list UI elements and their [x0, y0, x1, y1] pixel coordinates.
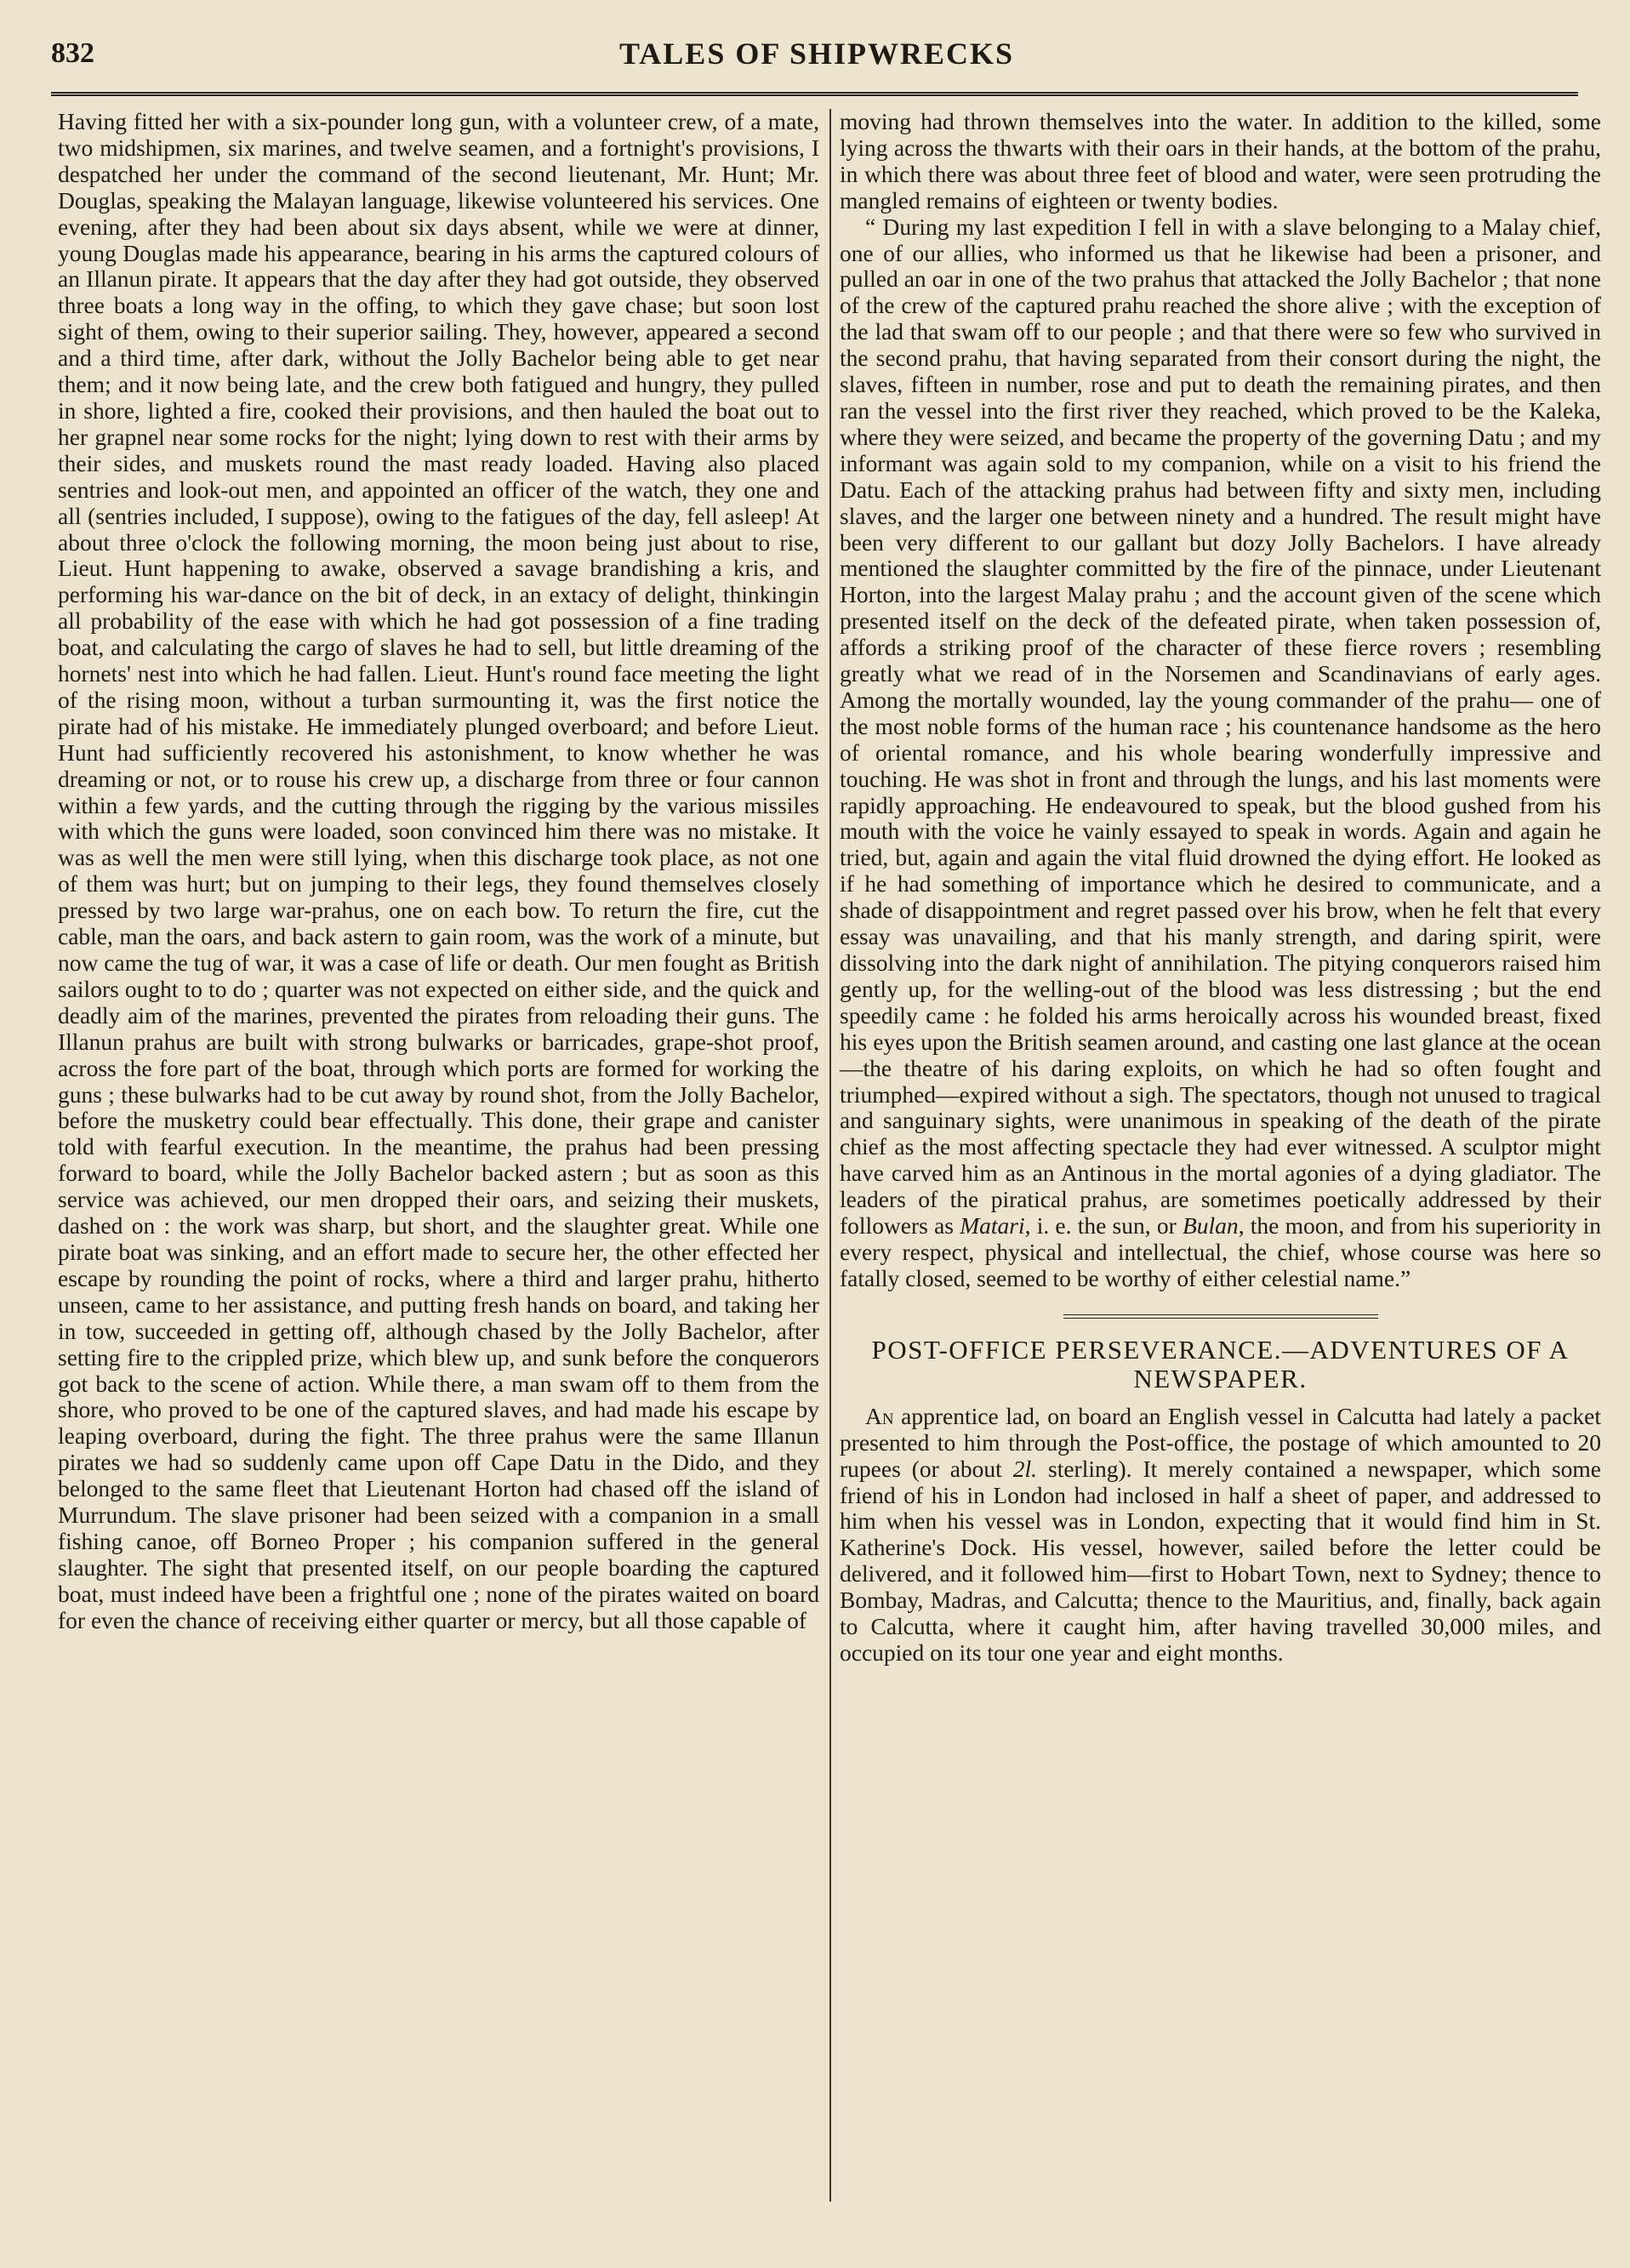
running-title: TALES OF SHIPWRECKS — [618, 37, 1015, 71]
quote-end-text: , the moon, and from his superiority in every respect, physical and intellectual, the chief, whose course was here so fatally closed, seemed to be worthy of either celestial name.” — [840, 1212, 1601, 1291]
bulan-word: Bulan — [1182, 1212, 1239, 1239]
right-paragraph-quote — [840, 214, 1601, 1292]
section-separator — [1063, 1314, 1378, 1319]
section-dropcap-word: An — [865, 1402, 894, 1429]
quote-mid-text: , i. e. the sun, or — [1024, 1212, 1183, 1239]
matari-word: Matari — [960, 1212, 1025, 1239]
section-body: apprentice lad, on board an English vessel in Calcutta had lately a packet presented to him through the Post-office, the postage of which amounted to 20 rupees (or about — [840, 1402, 1601, 1482]
section-paragraph — [840, 1404, 1601, 1667]
running-head — [51, 32, 1582, 83]
currency-value: 2l. — [1012, 1455, 1038, 1482]
left-column — [58, 109, 819, 1634]
header-rule — [51, 92, 1578, 96]
right-paragraph: moving had thrown themselves into the water. In addition to the killed, some lying across the thwarts with their oars in their hands, at the bottom of the prahu, in which there was about three feet of blood and water, were seen protruding the mangled remains of eighteen or twenty bodies. — [840, 108, 1601, 214]
section-title: POST-OFFICE PERSEVERANCE.—ADVENTURES OF A NEWSPAPER. — [871, 1334, 1570, 1393]
column-divider — [829, 109, 831, 2202]
left-paragraph: Having fitted her with a six-pounder long gun, with a volunteer crew, of a mate, two midshipmen, six marines, and twelve seamen, and a fortnight's provisions, I despatched her under the command of the second lieutenant, Mr. Hunt; Mr. Douglas, speaking the Malayan language, likewise volunteered his services. One evening, after they had been about six days absent, while we were at dinner, young Douglas made his appearance, bearing in his arms the captured colours of an Illanun pirate. It appears that the day after they had got outside, they observed three boats a long way in the offing, to which they gave chase; but soon lost sight of them, owing to their superior sailing. They, however, appeared a second and a third time, after dark, without the Jolly Bachelor being able to get near them; and it now being late, and the crew both fatigued and hungry, they pulled in shore, lighted a fire, cooked their provisions, and then hauled the boat out to her grapnel near some rocks for the night; lying down to rest with their arms by their sides, and muskets round the mast ready loaded. Having also placed sentries and look-out men, and appointed an officer of the watch, they one and all (sentries included, I suppose), owing to the fatigues of the day, fell asleep! At about three o'clock the following morning, the moon being just about to rise, Lieut. Hunt happening to awake, observed a savage brandishing a kris, and performing his war-dance on the bit of deck, in an extacy of delight, thinkingin all probability of the ease with which he had got possession of a fine trading boat, and calculating the cargo of slaves he had to sell, but little dreaming of the hornets' nest into which he had fallen. Lieut. Hunt's round face meeting the light of the rising moon, without a turban surmounting it, was the first notice the pirate had of his mistake. He immediately plunged overboard; and before Lieut. Hunt had sufficiently recovered his astonishment, to know whether he was dreaming or not, or to rouse his crew up, a discharge from three or four cannon within a few yards, and the cutting through the rigging by the various missiles with which the guns were loaded, soon convinced him there was no mistake. It was as well the men were still lying, when this discharge took place, as not one of them was hurt; but on jumping to their legs, they found themselves closely pressed by two large war-prahus, one on each bow. To return the fire, cut the cable, man the oars, and back astern to gain room, was the work of a minute, but now came the tug of war, it was a case of life or death. Our men fought as British sailors ought to to do ; quarter was not expected on either side, and the quick and deadly aim of the marines, prevented the pirates from reloading their guns. The Illanun prahus are built with strong bulwarks or barricades, grape-shot proof, across the fore part of the boat, through which ports are formed for working the guns ; these bulwarks had to be cut away by round shot, from the Jolly Bachelor, before the musketry could bear effectually. This done, their grape and canister told with fearful execution. In the meantime, the prahus had been pressing forward to board, while the Jolly Bachelor backed astern ; but as soon as this service was achieved, our men dropped their oars, and seizing their muskets, dashed on : the work was sharp, but short, and the slaughter great. While one pirate boat was sinking, and an effort made to secure her, the other effected her escape by rounding the point of rocks, where a third and larger prahu, hitherto unseen, came to her assistance, and putting fresh hands on board, and taking her in tow, succeeded in getting off, although chased by the Jolly Bachelor, after setting fire to the crippled prize, which blew up, and sunk before the conquerors got back to the scene of action. While there, a man swam off to them from the shore, who proved to be one of the captured slaves, and had made his escape by leaping overboard, during the fight. The three prahus were the same Illanun pirates we had so suddenly came upon off Cape Datu in the Dido, and they belonged to the same fleet that Lieutenant Horton had chased off the island of Murrundum. The slave prisoner had been seized with a companion in a small fishing canoe, off Borneo Proper ; his companion suffered in the general slaughter. The sight that presented itself, on our people boarding the captured boat, must indeed have been a frightful one ; none of the pirates waited on board for even the chance of receiving either quarter or mercy, but all those capable of — [58, 108, 819, 1633]
quote-text: “ During my last expedition I fell in with a slave belonging to a Malay chief, one of our allies, who informed us that he likewise had been a prisoner, and pulled an oar in one of the two prahus that attacked the Jolly Bachelor ; that none of the crew of the captured prahu reached the shore alive ; with the exception of the lad that swam off to our people ; and that there were so few who survived in the second prahu, that having separated from their consort during the night, the slaves, fifteen in number, rose and put to death the remaining pirates, and then ran the vessel into the first river they reached, which proved to be the Kaleka, where they were seized, and became the property of the governing Datu ; and my informant was again sold to my companion, while on a visit to his friend the Datu. Each of the attacking prahus had between fifty and sixty men, including slaves, and the larger one between ninety and a hundred. The result might have been very different to our gallant but dozy Jolly Bachelors. I have already mentioned the slaughter committed by the fire of the pinnace, under Lieutenant Horton, into the largest Malay prahu ; and the account given of the scene which presented itself on the deck of the defeated pirate, when taken possession of, affords a striking proof of the character of these fierce rovers ; resembling greatly what we read of in the Norsemen and Scandinavians of early ages. Among the mortally wounded, lay the young commander of the prahu— one of the most noble forms of the human race ; his countenance handsome as the hero of oriental romance, and his whole bearing wonderfully impressive and touching. He was shot in front and through the lungs, and his last moments were rapidly approaching. He endeavoured to speak, but the blood gushed from his mouth with the voice he vainly essayed to speak in words. Again and again he tried, but, again and again the vital fluid drowned the dying effort. He looked as if he had something of importance which he desired to communicate, and a shade of disappointment and regret passed over his brow, when he felt that every essay was unavailing, and that his manly strength, and daring spirit, were dissolving into the dark night of annihilation. The pitying conquerors raised him gently up, for the welling-out of the blood was less distressing ; but the end speedily came : he folded his arms heroically across his wounded breast, fixed his eyes upon the British seamen around, and casting one last glance at the ocean—the theatre of his daring exploits, on which he had so often fought and triumphed—expired without a sigh. The spectators, though not unused to tragical and sanguinary sights, were unanimous in speaking of the death of the pirate chief as the most affecting spectacle they had ever witnessed. A sculptor might have carved him as an Antinous in the mortal agonies of a dying gladiator. The leaders of the piratical prahus, are sometimes poetically addressed by their followers as — [840, 213, 1601, 1239]
page-number: 832 — [51, 37, 94, 69]
section-body-end: sterling). It merely contained a newspaper, which some friend of his in London had inclosed in half a sheet of paper, and addressed to him when his vessel was in London, expecting that it would find him in St. Katherine's Dock. His vessel, however, sailed before the letter could be delivered, and it followed him—first to Hobart Town, next to Sydney; thence to Bombay, Madras, and Calcutta; thence to the Mauritius, and, finally, back again to Calcutta, where it caught him, after having travelled 30,000 miles, and occupied on its tour one year and eight months. — [840, 1455, 1602, 1666]
right-column — [840, 109, 1601, 1667]
